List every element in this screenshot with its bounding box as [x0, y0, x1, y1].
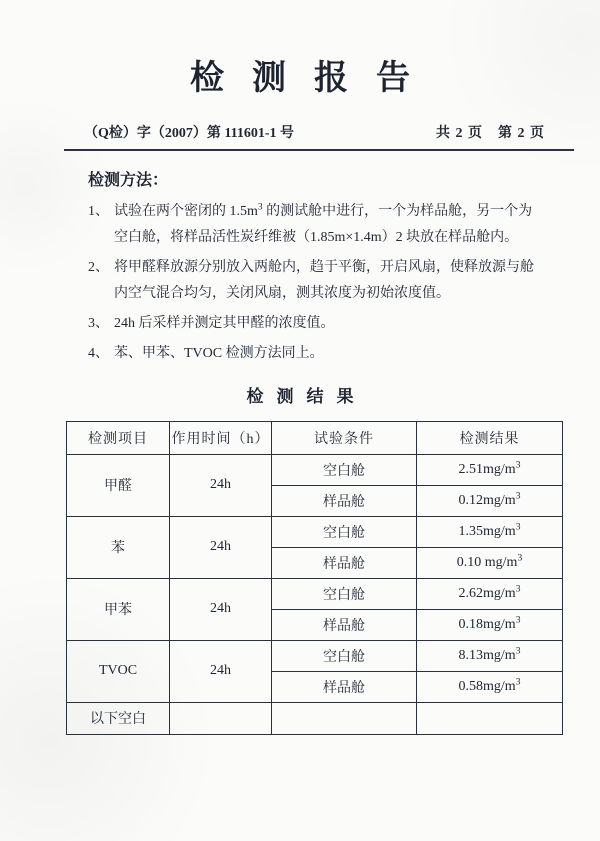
cell-result: $0.18mg/m^3$: [417, 609, 563, 640]
cell-condition: 样品舱: [272, 547, 417, 578]
method-item-text: 将甲醛释放源分别放入两舱内，趋于平衡，开启风扇，使释放源与舱内空气混合均匀，关闭风扇，测其浓度为初始浓度值。: [114, 259, 534, 301]
cell-condition: 样品舱: [272, 485, 417, 516]
cell-result: $8.13mg/m^3$: [417, 640, 563, 671]
table-row: [67, 578, 563, 609]
cell-condition: 空白舱: [272, 516, 417, 547]
cell-time: 24h: [170, 516, 272, 578]
page-count: 共 2 页 第 2 页: [436, 125, 545, 141]
results-heading: 检测结果: [246, 386, 367, 406]
methods-section: [88, 167, 545, 367]
cell-empty: [170, 702, 272, 734]
method-item-number: 3、: [88, 315, 109, 331]
results-table: [66, 421, 563, 735]
cell-result: $1.35mg/m^3$: [417, 516, 563, 547]
table-row: [67, 516, 563, 547]
method-item-number: 1、: [88, 203, 109, 219]
methods-list: [88, 199, 545, 367]
cell-condition: 空白舱: [272, 454, 417, 485]
cell-item: 甲醛: [67, 454, 170, 516]
superscript: 3: [517, 552, 523, 563]
cell-empty: [417, 702, 563, 734]
cell-condition: 样品舱: [272, 671, 417, 702]
column-header-item: 检测项目: [67, 421, 170, 454]
methods-heading: 检测方法：: [88, 171, 169, 189]
cell-time: 24h: [170, 578, 272, 640]
cell-condition: 样品舱: [272, 609, 417, 640]
superscript: 3: [515, 459, 521, 470]
cell-time: 24h: [170, 640, 272, 702]
header-divider: [64, 149, 574, 151]
method-item: [88, 341, 545, 367]
column-header-condition: 试验条件: [272, 421, 417, 454]
cell-condition: 空白舱: [272, 640, 417, 671]
cell-result: $2.51mg/m^3$: [417, 454, 563, 485]
cell-item: 甲苯: [67, 578, 170, 640]
method-item-number: 4、: [88, 345, 109, 361]
superscript: 3: [515, 645, 521, 656]
cell-empty: [272, 702, 417, 734]
table-row-blank: [67, 702, 563, 734]
method-item-text: 24h 后采样并测定其甲醛的浓度值。: [114, 315, 335, 331]
cell-time: 24h: [170, 454, 272, 516]
superscript: 3: [515, 490, 521, 501]
superscript: 3: [257, 201, 263, 212]
page-title: 检测报告: [190, 60, 438, 97]
cell-result: 0.10 $mg/m^3$: [417, 547, 563, 578]
cell-result: $0.12mg/m^3$: [417, 485, 563, 516]
document-number: （Q检）字（2007）第 111601-1 号: [84, 125, 295, 141]
superscript: 3: [515, 676, 521, 687]
cell-blank-label: 以下空白: [67, 702, 170, 734]
method-item: [88, 199, 545, 251]
method-item-text: 试验在两个密闭的 $1.5m^3$ 的测试舱中进行，一个为样品舱，另一个为空白舱，将样品活性炭纤维被（1.85m×1.4m）2 块放在样品舱内。: [114, 201, 533, 245]
superscript: 3: [515, 614, 521, 625]
column-header-result: 检测结果: [417, 421, 563, 454]
column-header-time: 作用时间（h）: [170, 421, 272, 454]
cell-result: $0.58mg/m^3$: [417, 671, 563, 702]
method-item-text: 苯、甲苯、TVOC 检测方法同上。: [114, 345, 324, 361]
table-row: [67, 640, 563, 671]
table-header-row: [67, 421, 563, 454]
table-row: [67, 454, 563, 485]
method-item: [88, 255, 545, 307]
superscript: 3: [515, 583, 521, 594]
cell-result: $2.62mg/m^3$: [417, 578, 563, 609]
cell-item: 苯: [67, 516, 170, 578]
cell-condition: 空白舱: [272, 578, 417, 609]
superscript: 3: [515, 521, 521, 532]
method-item: [88, 311, 545, 337]
cell-item: TVOC: [67, 640, 170, 702]
method-item-number: 2、: [88, 259, 109, 275]
document-header-row: [0, 122, 600, 142]
